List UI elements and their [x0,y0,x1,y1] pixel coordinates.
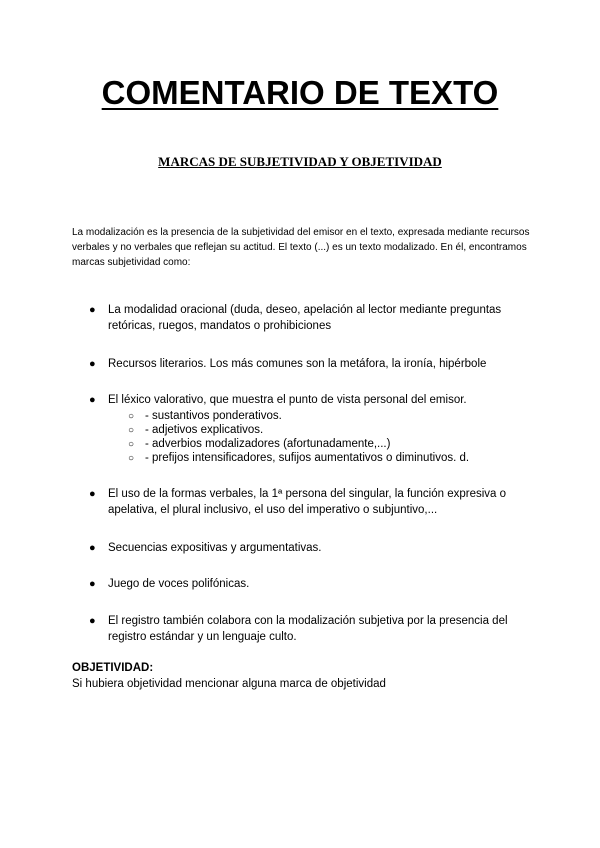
sub-list-item-text: - adjetivos explicativos. [145,424,264,436]
intro-paragraph: La modalización es la presencia de la subjetividad del emisor en el texto, expresada mediante recursos verbales y no verbales que reflejan su actitud. El texto (...) es un texto modalizado. En él, encontramos marcas subjetividad como: [72,227,530,268]
circle-bullet-icon: ○ [128,453,135,464]
bullet-icon: ● [89,542,96,554]
objectivity-heading: OBJETIVIDAD: [72,662,154,674]
circle-bullet-icon: ○ [128,439,135,450]
page-title: COMENTARIO DE TEXTO [101,74,499,111]
sub-list-item-text: - sustantivos ponderativos. [145,410,282,422]
list-item-text: La modalidad oracional (duda, deseo, apelación al lector mediante preguntas retóricas, ruegos, mandatos o prohibiciones [108,304,502,332]
sub-list-item-text: - adverbios modalizadores (afortunadamente,...) [145,438,391,450]
sub-list-item [0,409,600,424]
sub-list-item [0,451,600,466]
sub-list-item [0,437,600,452]
circle-bullet-icon: ○ [128,411,135,422]
list-item-text: El registro también colabora con la modalización subjetiva por la presencia del registro estándar y un lenguaje culto. [108,615,508,643]
list-item-text: Recursos literarios. Los más comunes son la metáfora, la ironía, hipérbole [108,358,487,370]
bullet-icon: ● [89,394,96,406]
circle-bullet-icon: ○ [128,425,135,436]
page-subtitle: MARCAS DE SUBJETIVIDAD Y OBJETIVIDAD [158,154,442,169]
bullet-icon: ● [89,578,96,590]
list-item-text: El léxico valorativo, que muestra el punto de vista personal del emisor. [108,394,467,406]
bullet-icon: ● [89,304,96,316]
sub-list-item [0,423,600,438]
sub-list-item-text: - prefijos intensificadores, sufijos aumentativos o diminutivos. d. [145,452,470,464]
list-item-text: Juego de voces polifónicas. [108,578,250,590]
objectivity-text: Si hubiera objetividad mencionar alguna marca de objetividad [72,678,386,690]
bullet-icon: ● [89,615,96,627]
bullet-icon: ● [89,358,96,370]
list-item-text: Secuencias expositivas y argumentativas. [108,542,322,554]
list-item-text: El uso de la formas verbales, la 1ª persona del singular, la función expresiva o apelativa, el plural inclusivo, el uso del imperativo o subjuntivo,... [108,488,507,516]
bullet-icon: ● [89,488,96,500]
